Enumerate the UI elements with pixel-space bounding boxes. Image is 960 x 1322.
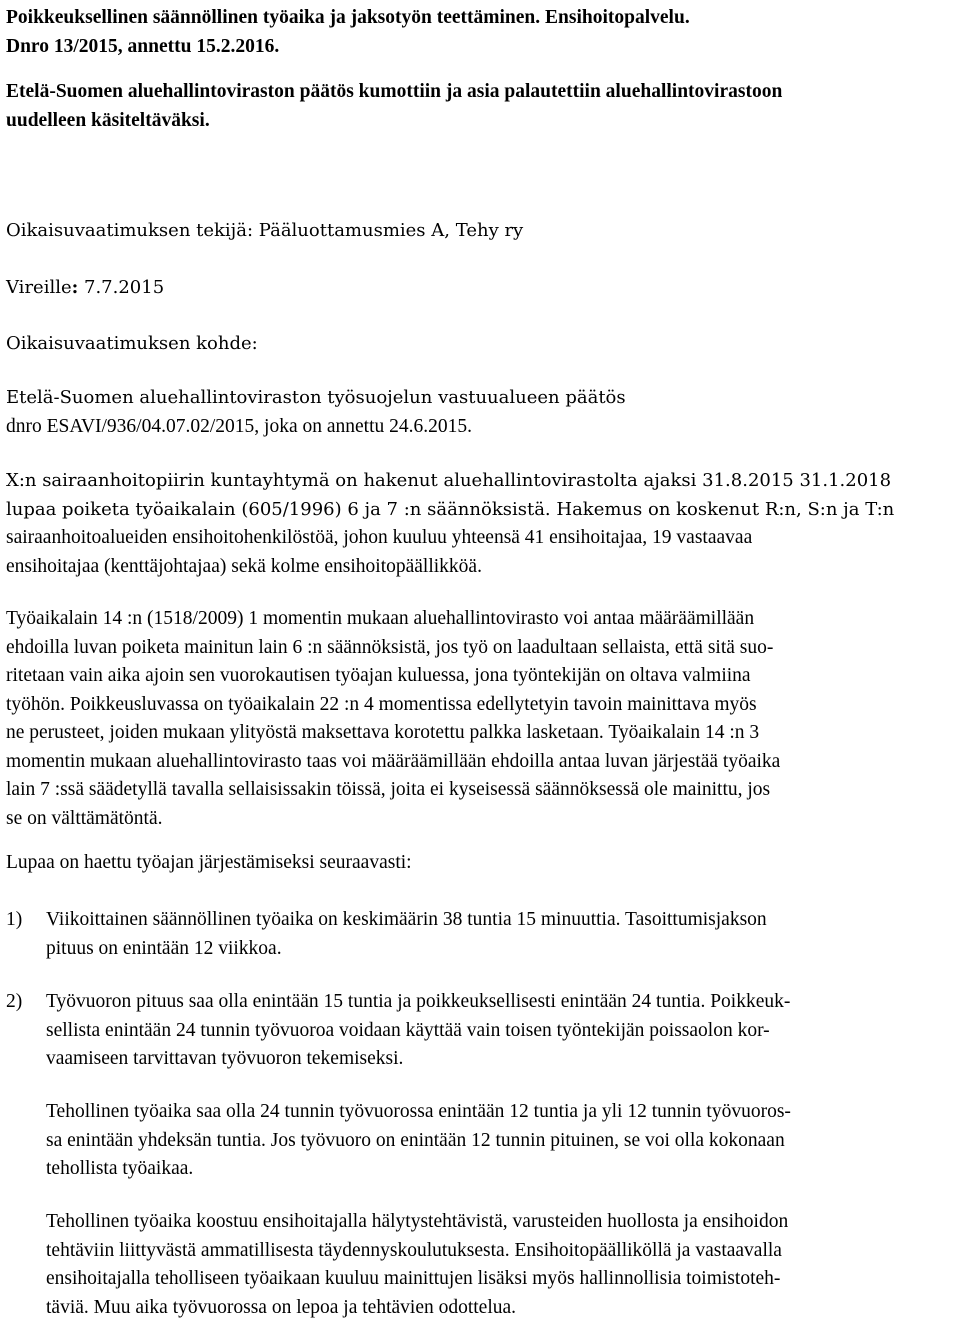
- subject-line: dnro ESAVI/936/04.07.02/2015, joka on annettu 24.6.2015.: [6, 413, 626, 442]
- paragraph-intro: Lupaa on haettu työajan järjestämiseksi seuraavasti:: [6, 849, 412, 878]
- list-number: 2): [6, 988, 22, 1017]
- decision-summary: [6, 78, 782, 135]
- paragraph-line: tehtäviin liittyvästä ammatillisesta täydennyskoulutuksesta. Ensihoitopäälliköllä ja vastaavalla: [46, 1237, 788, 1266]
- paragraph-line: työhön. Poikkeusluvassa on työaikalain 22 :n 4 momentissa edellytetyin tavoin mainittava myös: [6, 691, 780, 720]
- paragraph-effective-tasks: [6, 1208, 788, 1322]
- list-line: sellista enintään 24 tunnin työvuoroa voidaan käyttää vain toisen työntekijän poissaolon kor-: [46, 1017, 960, 1046]
- paragraph-line: lain 7 :ssä säädetyllä tavalla sellaisissakin töissä, joita ei kyseisessä säännöksessä ole mainittu, jos: [6, 776, 780, 805]
- paragraph-line: sairaanhoitoalueiden ensihoitohenkilöstöä, johon kuuluu yhteensä 41 ensihoitajaa, 19 vastaavaa: [6, 524, 894, 553]
- title-line: Dnro 13/2015, annettu 15.2.2016.: [6, 33, 690, 62]
- paragraph-line: se on välttämätöntä.: [6, 805, 780, 834]
- decision-line: Etelä-Suomen aluehallintoviraston päätös kumottiin ja asia palautettiin aluehallintovirastoon: [6, 78, 782, 107]
- list-line: Työvuoron pituus saa olla enintään 15 tuntia ja poikkeuksellisesti enintään 24 tuntia. Poikkeuk-: [46, 988, 960, 1017]
- filed-colon: :: [72, 277, 79, 298]
- decision-line: uudelleen käsiteltäväksi.: [6, 107, 782, 136]
- paragraph-line: ne perusteet, joiden mukaan ylityöstä maksettava korotettu palkka lasketaan. Työaikalain 14 :n 3: [6, 719, 780, 748]
- list-line: Viikoittainen säännöllinen työaika on keskimäärin 38 tuntia 15 minuuttia. Tasoittumisjakson: [46, 906, 960, 935]
- paragraph-effective-time: [6, 1098, 791, 1184]
- list-item: [6, 988, 960, 1074]
- list-number: 1): [6, 906, 22, 935]
- paragraph-line: Työaikalain 14 :n (1518/2009) 1 momentin mukaan aluehallintovirasto voi antaa määräämillään: [6, 605, 780, 634]
- filed-label: Vireille: [6, 277, 72, 298]
- claimant: Oikaisuvaatimuksen tekijä: Pääluottamusmies A, Tehy ry: [6, 217, 523, 246]
- paragraph-line: X:n sairaanhoitopiirin kuntayhtymä on hakenut aluehallintovirastolta ajaksi 31.8.2015 31.1.2018: [6, 467, 894, 496]
- paragraph-line: tehollista työaikaa.: [46, 1155, 791, 1184]
- paragraph-line: ensihoitajaa (kenttäjohtajaa) sekä kolme ensihoitopäällikköä.: [6, 553, 894, 582]
- list-line: pituus on enintään 12 viikkoa.: [46, 935, 960, 964]
- list-line: vaamiseen tarvittavan työvuoron tekemiseksi.: [46, 1045, 960, 1074]
- paragraph-law: [6, 605, 780, 833]
- paragraph-line: täviä. Muu aika työvuorossa on lepoa ja tehtävien odottelua.: [46, 1294, 788, 1322]
- subject: [6, 384, 626, 441]
- paragraph-line: ensihoitajalla teholliseen työaikaan kuuluu mainittujen lisäksi myös hallinnollisia toimistoteh-: [46, 1265, 788, 1294]
- subject-line: Etelä-Suomen aluehallintoviraston työsuojelun vastuualueen päätös: [6, 384, 626, 413]
- paragraph-line: ehdoilla luvan poiketa mainitun lain 6 :n säännöksistä, jos työ on laadultaan sellaista, että sitä suo-: [6, 634, 780, 663]
- paragraph-line: momentin mukaan aluehallintovirasto taas voi määräämillään ehdoilla antaa luvan järjestää työaika: [6, 748, 780, 777]
- paragraph-line: lupaa poiketa työaikalain (605/1996) 6 ja 7 :n säännöksistä. Hakemus on koskenut R:n, S:n ja T:n: [6, 496, 894, 525]
- paragraph-line: Tehollinen työaika saa olla 24 tunnin työvuorossa enintään 12 tuntia ja yli 12 tunnin työvuoros-: [46, 1098, 791, 1127]
- subject-label: Oikaisuvaatimuksen kohde:: [6, 330, 258, 359]
- paragraph-application: [6, 467, 894, 581]
- paragraph-line: ritetaan vain aika ajoin sen vuorokautisen työajan kuluessa, jona työntekijän on oltava valmiina: [6, 662, 780, 691]
- filed-date: [6, 274, 164, 303]
- paragraph-line: sa enintään yhdeksän tuntia. Jos työvuoro on enintään 12 tunnin pituinen, se voi olla kokonaan: [46, 1127, 791, 1156]
- title-line: Poikkeuksellinen säännöllinen työaika ja jaksotyön teettäminen. Ensihoitopalvelu.: [6, 4, 690, 33]
- list-item: [6, 906, 960, 963]
- paragraph-line: Tehollinen työaika koostuu ensihoitajalla hälytystehtävistä, varusteiden huollosta ja ensihoidon: [46, 1208, 788, 1237]
- filed-value: 7.7.2015: [78, 277, 164, 298]
- document-title: [6, 4, 690, 61]
